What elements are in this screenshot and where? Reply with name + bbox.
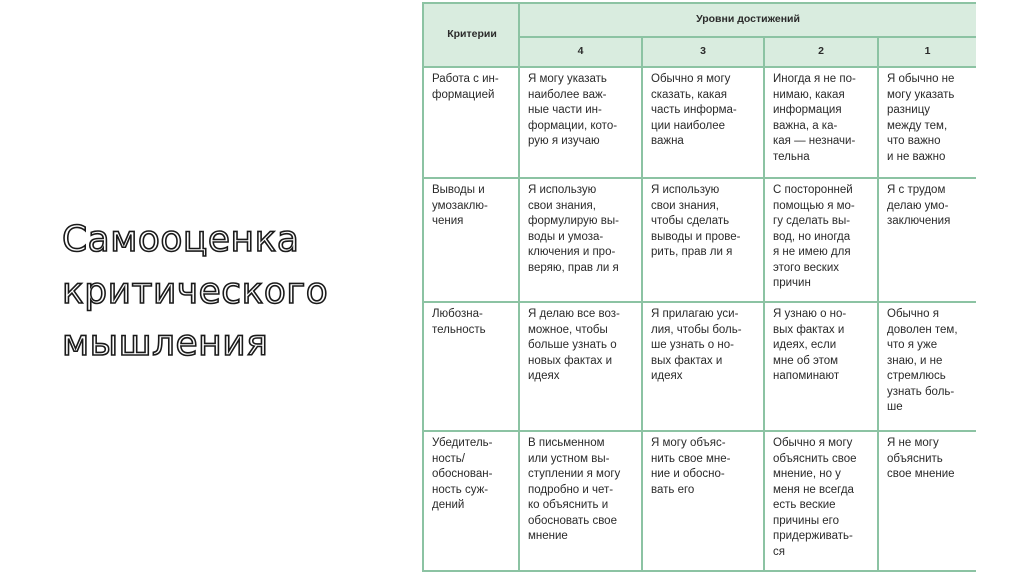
rubric-table — [422, 2, 976, 572]
levels-header: Уровни достижений — [519, 3, 976, 37]
level-cell: Обычно я могу объяснить свое мнение, но у меня не всегда есть веские причины его придерживать- ся — [764, 431, 878, 571]
title-line-2: критического — [62, 271, 329, 312]
criterion-cell: Работа с ин- формацией — [423, 67, 519, 178]
header-row — [423, 3, 976, 37]
level-cell: Я прилагаю уси- лия, чтобы боль- ше узнать о но- вых фактах и идеях — [642, 302, 764, 431]
level-2-header: 2 — [764, 37, 878, 67]
table-row — [423, 302, 976, 431]
criterion-cell: Убедитель- ность/ обоснован- ность суж- дений — [423, 431, 519, 571]
level-cell: С посторонней помощью я мо- гу сделать вы- вод, но иногда я не имею для этого веских причин — [764, 178, 878, 302]
table-row — [423, 67, 976, 178]
criterion-cell: Любозна- тельность — [423, 302, 519, 431]
table-row — [423, 178, 976, 302]
level-cell: Я не могу объяснить свое мнение — [878, 431, 976, 571]
level-cell: Обычно я доволен тем, что я уже знаю, и не стремлюсь узнать боль- ше — [878, 302, 976, 431]
level-cell: Я использую свои знания, формулирую вы- воды и умоза- ключения и про- веряю, прав ли я — [519, 178, 642, 302]
level-cell: Иногда я не по- нимаю, какая информация важна, а ка- кая — незначи- тельна — [764, 67, 878, 178]
level-cell: Я узнаю о но- вых фактах и идеях, если мне об этом напоминают — [764, 302, 878, 431]
level-4-header: 4 — [519, 37, 642, 67]
title-line-3: мышления — [62, 323, 269, 364]
level-cell: Я делаю все воз- можное, чтобы больше узнать о новых фактах и идеях — [519, 302, 642, 431]
level-cell: Я могу объяс- нить свое мне- ние и обосно- вать его — [642, 431, 764, 571]
rubric-table-container — [422, 2, 976, 576]
criterion-cell: Выводы и умозаклю- чения — [423, 178, 519, 302]
table-row — [423, 431, 976, 571]
title-line-1: Самооценка — [62, 219, 300, 260]
level-cell: Обычно я могу сказать, какая часть информа- ции наиболее важна — [642, 67, 764, 178]
level-cell: Я могу указать наиболее важ- ные части ин- формации, кото- рую я изучаю — [519, 67, 642, 178]
criteria-header: Критерии — [423, 3, 519, 67]
level-1-header: 1 — [878, 37, 976, 67]
level-cell: Я использую свои знания, чтобы сделать выводы и прове- рить, прав ли я — [642, 178, 764, 302]
slide-title — [62, 214, 392, 370]
level-cell: Я с трудом делаю умо- заключения — [878, 178, 976, 302]
level-cell: В письменном или устном вы- ступлении я могу подробно и чет- ко объяснить и обосновать свое мнение — [519, 431, 642, 571]
level-cell: Я обычно не могу указать разницу между тем, что важно и не важно — [878, 67, 976, 178]
level-3-header: 3 — [642, 37, 764, 67]
